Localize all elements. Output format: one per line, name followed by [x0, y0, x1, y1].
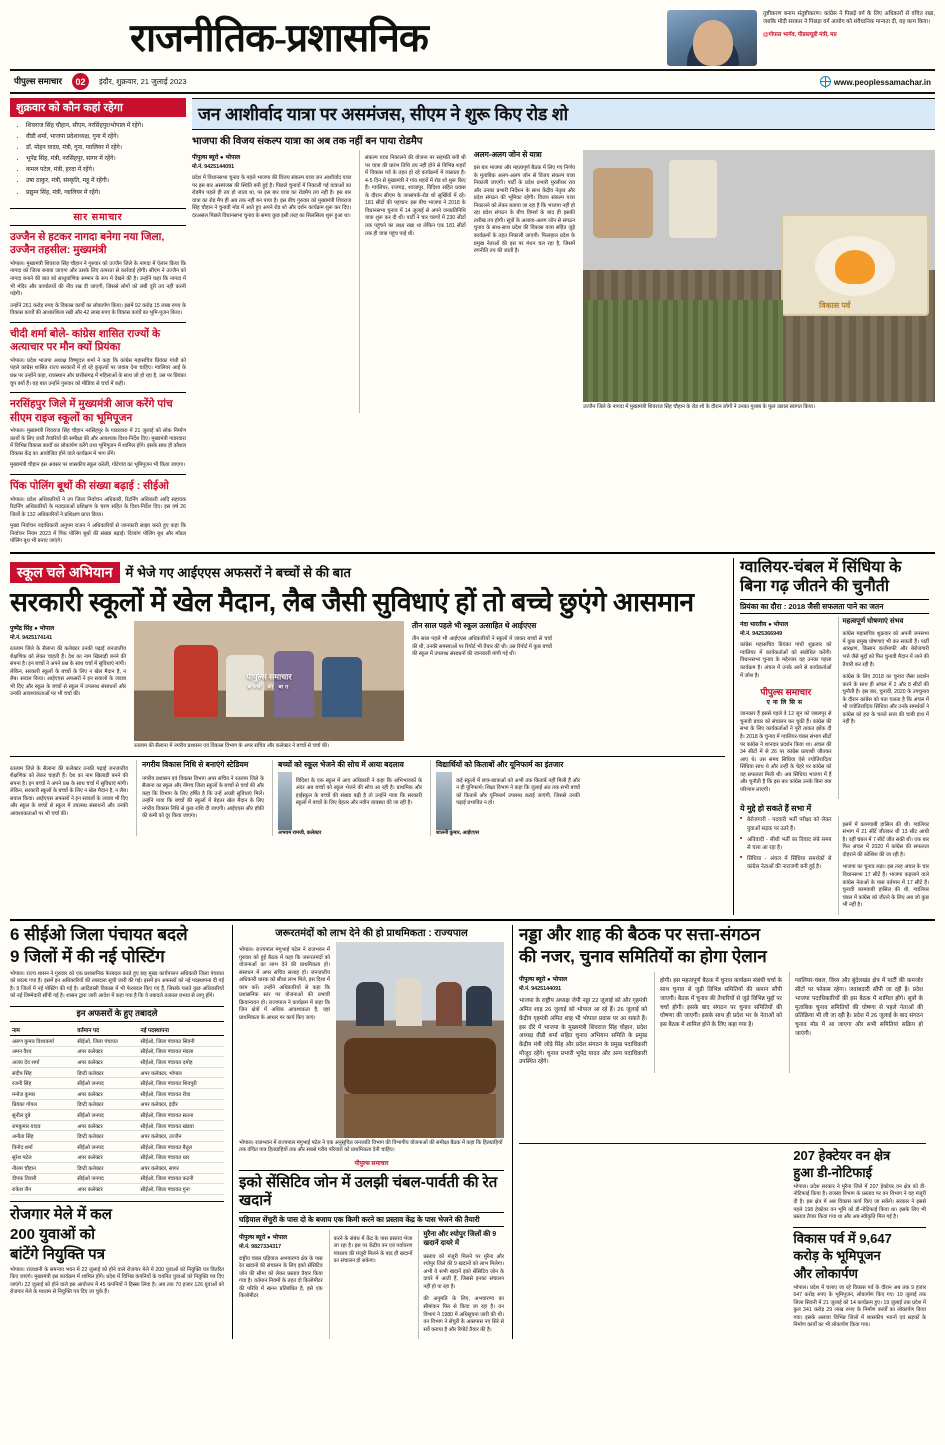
school-col2: तीन साल पहले भी आईएएस अधिकारियों ने स्कूलों में जाकर बच्चों से चर्चा की थी, उनकी समस्याओं पर रिपोर्ट भी तैयार की थी। उस रिपोर्ट में कुछ बच्चों की स्कूल में उपलब्ध संसाधनों की जानकारी मांगी गई थी।: [412, 636, 552, 658]
chambal-col3: प्रस्ताव को मंजूरी मिलने पर मुरैना और श्योपुर जिले की 9 खदानों को लाभ मिलेगा। अभी ये सभी खदानें इको सेंसिटिव जोन के दायरे में आती हैं, जिससे इनका संचालन नहीं हो पा रहा है।: [423, 1253, 504, 1290]
ceo-story: [10, 925, 224, 1339]
rail-item-3-body: भोपाल। प्रदेश अधिकारियों ने उप जिला निर्वाचन अधिकारी, रिटर्निंग अधिकारी आदि सहायक रिटर्निंग अधिकारियों के मतदाताओं प्रशिक्षण के चरण सहित के दिशा-निर्देश दिए। इस वर्ष 26 जिलों के 132 अधिकारियों ने प्रशिक्षण प्राप्त किया।: [10, 496, 186, 518]
top-story-byline: पीपुल्स ब्यूरो ● भोपाल: [192, 155, 241, 161]
table-row: अमन वैश्य अपर कलेक्टर सीईओ, जिला पंचायत मंडला: [10, 1046, 224, 1057]
scindia-byline: नंदा भारतीय ● भोपाल: [740, 622, 789, 629]
table-row: रामकुमार यादव अपर कलेक्टर सीईओ, जिला पंचायत खंडवा: [10, 1120, 224, 1131]
rail-header: शुक्रवार को कौन कहां रहेगा: [10, 98, 186, 117]
table-row: मनोज कुमार अपर कलेक्टर सीईओ, जिला पंचायत रीवा: [10, 1088, 224, 1099]
table-row: अनीता सिंह डिप्टी कलेक्टर अपर कलेक्टर, उज्जैन: [10, 1131, 224, 1142]
governor-photo-caption: भोपाल। राजभवन में राज्यपाल मंगुभाई पटेल ने एक अनुसूचित जनजाति विभाग की विभागीय योजनाओं की समीक्षा बैठक में कहा कि हितग्राहियों तक वंचित पात्र हितग्राहियों तक और सबसे गरीब परिवारों को प्राथमिकता देनी चाहिए।: [239, 1139, 503, 1154]
nadda-story: [512, 925, 926, 1339]
governor-headline[interactable]: जरूरतमंदों को लाभ देने की हो प्राथमिकता : राज्यपाल: [275, 927, 468, 939]
quote-text: तुष्टीकरण बनाम संतुष्टीकरण। कांग्रेस ने पिछड़े वर्ग के लिए अधिकारों से वंचित रखा, जबकि मोदी सरकार ने पिछड़ा वर्ग आयोग को संवैधानिक मान्यता दी, यह काम किया।: [763, 11, 935, 26]
scindia-headline[interactable]: ग्वालियर-चंबल में सिंधिया के बिना गढ़ जीतने की चुनौती: [740, 558, 902, 596]
chambal-col3-head: मुरैना और श्योपुर जिलों की 9 खदानें दायरे में: [423, 1231, 497, 1248]
masthead-quote-block: [667, 6, 935, 66]
top-story-phone: मो.नं. 9425144091: [192, 164, 235, 170]
school-section: [10, 558, 725, 915]
list-item: • उषा ठाकुर, मंत्री, संस्कृति, महू में रहेंगी।: [26, 176, 184, 187]
official-mugshot: [278, 772, 292, 830]
rail-item-1-heading[interactable]: चीदी शर्मा बोले- कांग्रेस शासित राज्यों के अत्याचार पर मौन क्यों प्रियंका: [10, 327, 161, 354]
table-row: रजनी सिंह सीईओ जनपद सीईओ, जिला पंचायत शिवपुरी: [10, 1078, 224, 1089]
top-story: [192, 98, 935, 413]
vikas-headline-1[interactable]: 207 हेक्टेयर वन क्षेत्र: [793, 1147, 891, 1163]
table-row: अरुण कुमार विश्वकर्मा सीईओ, जिला पंचायत सीईओ, जिला पंचायत सिवनी: [10, 1035, 224, 1046]
scindia-point-0: ■ बेरोजगारी - पदवारी भर्ती परीक्षा को लेकर युवाओं सड़क पर उतरे हैं।: [740, 816, 832, 832]
table-row: प्रियंका गोयल डिप्टी कलेक्टर अपर कलेक्टर, इंदौर: [10, 1099, 224, 1110]
sub-block-2-heading[interactable]: विद्यार्थियों को किताबों और यूनिफार्म का इंतजार: [436, 760, 564, 770]
sub-block-0-heading[interactable]: नगरीय विकास निधि से बनाएंगे स्टेडियम: [142, 760, 249, 770]
classroom-photo: [134, 621, 404, 741]
scindia-story: [733, 558, 929, 915]
school-phone: मो.नं. 9425174141: [10, 635, 53, 642]
globe-icon: [820, 76, 831, 87]
table-row: राकेश जैन अपर कलेक्टर सीईओ, जिला पंचायत गुना: [10, 1184, 224, 1195]
chambal-headline[interactable]: इको सेंसिटिव जोन में उलझी चंबल-पार्वती की रेत खदानें: [239, 1174, 498, 1210]
table-row: अजय देव शर्मा अपर कलेक्टर सीईओ, जिला पंचायत दमोह: [10, 1057, 224, 1068]
analysis-logo: पीपुल्स समाचार एनालिसिस: [760, 687, 812, 707]
ceo-headline-2[interactable]: 9 जिलों में की नई पोस्टिंग: [10, 947, 165, 967]
ceo-headline-1[interactable]: 6 सीईओ जिला पंचायत बदले: [10, 924, 188, 944]
rail-item-3-heading[interactable]: पिंक पोलिंग बूथों की संख्या बढ़ाई : सीईओ: [10, 480, 169, 492]
sub-block-1-heading[interactable]: बच्चों को स्कूल भेजने की सोच में आया बदलाव: [278, 760, 404, 770]
scindia-body5: इसमें में कामयाबी हासिल की थी। ग्वालियर संभाग में 21 सीटें जीतकर थी 13 सीट आधी है। वहीं चंबल में 7 सीटें जीत सकी थी। एक बार फिर अंचल में 2020 में कांग्रेस की सफलता दोहराने की कोशिश की जा रही है।: [842, 821, 929, 858]
raj-bhavan-photo: [336, 942, 504, 1138]
col-name: नाम: [10, 1025, 75, 1036]
school-band: [10, 562, 725, 583]
scindia-body1: कांग्रेस महासचिव प्रियंका गांधी शुक्रवार को ग्वालियर में कार्यकर्ताओं को संबोधित करेंगी। विधानसभा चुनाव के मद्देनजर यह उनका पहला कार्यक्रम है। अंचल में उनके आने से कार्यकर्ताओं में जोश है।: [740, 642, 832, 679]
table-row: संदीप सिंह डिप्टी कलेक्टर अपर कलेक्टर, भोपाल: [10, 1067, 224, 1078]
school-band-rest: में भेजे गए आईएएस अफसरों ने बच्चों से की बात: [125, 565, 351, 581]
rail-item-3-body2: मुख्य निर्वाचन पदाधिकारी अनुपम राजन ने अधिकारियों से जानकारी साझा करते हुए कहा कि निर्वाचन नियम 2023 में पिंक पोलिंग बूथों की संख्या बढ़ाई। दिव्यांग पोलिंग बूथ और मॉडल पोलिंग बूथ भी बनाए जाएंगे।: [10, 523, 186, 545]
website-url: www.peoplessamachar.in: [833, 78, 931, 87]
scindia-phone: मो.नं. 9425366949: [740, 631, 783, 638]
scindia-point-2: ■ सिंधिया - अंचल में सिंधिया समर्थकों से कांग्रेस नेताओं की नाराजगी बनी हुई है।: [740, 855, 832, 871]
sub-block-2-credit: शालनी कुमार, आईएएस: [436, 830, 479, 837]
left-rail: [10, 98, 186, 550]
table-row: सुरेश पटेल अपर कलेक्टर सीईओ, जिला पंचायत धार: [10, 1152, 224, 1163]
nadda-byline: पीपुल्स ब्यूरो ● भोपाल: [519, 976, 568, 983]
top-story-col1: प्रदेश में विधानसभा चुनाव के पहले भाजपा की विजय संकल्प यात्रा जन आशीर्वाद यात्रा पर इस बार असमंजस की स्थिति बनी हुई है। पिछले चुनावों में निकाली गई यात्राओं का रोडमैप पहले ही तय हो जाता था, पर इस बार यात्रा का रोडमैप तय नहीं है। इस बार यात्रा का रोड मैप ही अब तक नहीं बन पाया है। इस बीच गुरुवार को मुख्यमंत्री शिवराज सिंह चौहान ने चुनावी मोड में आते हुए अपने रोड शो और दर्शन कार्यक्रम शुरू कर दिए। दरअसल पिछले विधानसभा चुनाव के समय कुछ इसी तरह का सिलसिला शुरू हुआ था।: [192, 175, 352, 219]
scindia-body3: कांग्रेस महासचिव शुक्रवार को अपनी जनसभा में कुछ प्रमुख घोषणाएं भी कर सकती हैं। पार्टी आरक्षण, किसान कर्जमाफी और बेरोजगारी भत्ते जैसे मुद्दों को फिर चुनावी मैदान में लाने की तैयारी कर रही है।: [842, 631, 929, 668]
vikas2-headline-2[interactable]: करोड़ के भूमिपूजन: [793, 1248, 881, 1264]
nadda-col3: ग्वालियर-चंबल, विंध्य और बुंदेलखंड क्षेत्र में पार्टी की कमजोर सीटों पर फोकस रहेगा। जवाबदारी सौंपी जा रही है। प्रदेश भाजपा पदाधिकारियों की इस बैठक में शामिल होंगे। सूत्रों के मुताबिक चुनाव समितियों की घोषणा से पहले नेताओं की प्रतिक्रिया भी ली जा रही है। प्रदेश में 26 जुलाई के बाद संगठन चुनाव मोड में आ जाएगा और सभी समितियां सक्रिय हो जाएंगी।: [795, 978, 923, 1037]
chambal-col2: करने के संबंध में केंद्र के पास प्रस्ताव भेजा जा रहा है। इस पर केंद्रीय वन एवं पर्यावरण मंत्रालय की मंजूरी मिलने के बाद ही खदानों का संचालन हो सकेगा।: [333, 1235, 413, 1265]
website-link[interactable]: [820, 76, 931, 87]
rail-item-0-body2: उन्होंने 261 करोड़ रुपए के विकास कार्यों का लोकार्पण किया। इसमें 92 करोड़ 15 लाख रुपए के विकास कार्यों की आधारशिला रखी और 42 लाख रुपए के विकास कार्यों का भूमि-पूजन किया।: [10, 302, 186, 317]
nadda-col1: भाजपा के राष्ट्रीय अध्यक्ष जेपी नड्डा 22 जुलाई को और गृहमंत्री अमित शाह 26 जुलाई को भोपाल आ रहे हैं। 26 जुलाई को केंद्रीय गृहमंत्री अमित शाह भी भोपाल प्रवास पर आ सकते हैं। इस दौरे में भाजपा के मुख्यमंत्री शिवराज सिंह चौहान, प्रदेश अध्यक्ष वीडी शर्मा सहित चुनाव अभियान समिति के प्रमुख केंद्रीय मंत्री जोड़े सिंह और प्रदेश संगठन के प्रमुख पदाधिकारी मौजूद रहेंगे। चुनाव प्रभारी भूपेंद्र यादव और अन्य पदाधिकारी उपस्थित रहेंगे।: [519, 998, 647, 1066]
ps-inline-logo: पीपुल्स समाचार: [354, 1161, 389, 1168]
top-story-col2: संकल्प यात्रा निकालने की योजना पर सहमति बनी थी पर यात्रा की प्रारंभ तिथि तय नहीं होने से विभिन्न शहरों में विकास पर्व के तहत हो रहे कार्यक्रमों में व्यस्तता है। 4-5 दिन से मुख्यमंत्री ने गांव शहरों में रोड शो शुरू किए हैं। ग्वालियर, राजगढ़, शाजापुर, विदिशा सहित प्रवास के दौरान सीएम के जनसंपर्क-रोड शो सुर्खियों में रहे। 181 सीटों की पहचान: इस बीच भाजपा ने 2018 के विधानसभा चुनाव में 14 जुलाई से अपने जनप्रतिनिधि यात्रा शुरू कर दी थी। पार्टी ने चार चरणों में 230 सीटों तक पहुंचने का लक्ष्य रखा था लेकिन एक 181 सीटों तक ही यात्रा पहुंच पाई थी।: [365, 155, 466, 237]
list-item: • प्रद्युम्न सिंह, मंत्री, ग्वालियर में रहेंगे।: [26, 188, 184, 199]
rail-item-2-heading[interactable]: नरसिंहपुर जिले में मुख्यमंत्री आज करेंगे पांच सीएम राइज स्कूलों का भूमिपूजन: [10, 398, 173, 424]
school-byline: पुष्पेंद्र सिंह ● भोपाल: [10, 626, 55, 633]
transfers-table: [10, 1025, 224, 1195]
scindia-sub: प्रियंका का दौरा : 2018 जैसी सफलता पाने का जतन: [740, 599, 929, 614]
nadda-headline-2[interactable]: की नजर, चुनाव समितियों का होगा ऐलान: [519, 947, 767, 967]
ceo-body: भोपाल। राज्य शासन ने गुरुवार को एक प्रशासनिक फेरबदल करते हुए छह मुख्य कार्यपालन अधिकारी जिला पंचायत को बदला गया है। इसमें इन अधिकारियों की तबादला सूची जारी की गई। इसमें इन अफसरों को नई पदस्थापना दी गई है। 9 जिलों में नई पोस्टिंग की गई है। आदिवासी विकास में भी फेरबदल किए गए हैं, जिसके चलते कुछ अधिकारियों को नई जिम्मेदारी सौंपी गई है। शासन द्वारा जारी आदेश में कहा गया है कि ये तबादले तत्काल प्रभाव से लागू होंगे।: [10, 970, 224, 1000]
rozgar-body: भोपाल। राजधानी के समन्वय भवन में 22 जुलाई को होने वाले रोजगार मेले में 200 युवाओं को नियुक्ति पत्र वितरित किए जाएंगे। मुख्यमंत्री इस कार्यक्रम में शामिल होंगे। प्रदेश में विभिन्न कंपनियों के चयनित युवाओं को नियुक्ति पत्र दिए जाएंगे। 22 जुलाई को होने वाले इस आयोजन में 45 कंपनियों ने हिस्सा लिया है। अब तक 70 हजार 126 युवाओं को रोजगार मेले के माध्यम से नियुक्ति पत्र दिए जा चुके हैं।: [10, 1266, 224, 1296]
masthead: [10, 6, 935, 66]
top-story-band: [192, 98, 935, 130]
school-col2-head: तीन साल पहले भी स्कूल उत्साहित थे आईएएस: [412, 621, 537, 631]
rail-item-1-body: भोपाल। प्रदेश भाजपा अध्यक्ष विष्णुदत्त शर्मा ने कहा कि कांग्रेस महासचिव प्रियंका गांधी को पहले कांग्रेस शासित राज्य सरकारों में हो रहे कुकृत्यों पर जवाब देना चाहिए। ग्वालियर आई के प्रश्न पर उन्होंने कहा, राजस्थान और छत्तीसगढ़ में महिलाओं के साथ जो हो रहा है, उस पर प्रियंका चुप क्यों हैं। यह बात उन्होंने गुरुवार को मीडिया से चर्चा में कही।: [10, 357, 186, 387]
vikas2-headline-3[interactable]: और लोकार्पण: [793, 1265, 858, 1281]
folio-bar: [10, 69, 935, 94]
nadda-headline-1[interactable]: नड्डा और शाह की बैठक पर सत्ता-संगठन: [519, 924, 761, 944]
nadda-phone: मो.नं. 9425144091: [519, 985, 562, 992]
list-item: • भूपेंद्र सिंह, मंत्री, नरसिंहपुर, सागर में रहेंगे।: [26, 154, 184, 165]
sub-block-1-credit: अभयम रामजी, कलेक्टर: [278, 830, 322, 837]
list-item: • वीडी शर्मा, भाजपा प्रदेशाध्यक्ष, गुना में रहेंगे।: [26, 132, 184, 143]
chambal-col4: की अनुमति के लिए, अभयारण्य का सीमांकन फिर से किया जा रहा है। वन विभाग ने 1980 में अधिसूचना जारी की थी। वन विभाग ने सेंचुरी के आसपास नए सिरे से सर्वे कराया है और रिपोर्ट तैयार की है।: [423, 1296, 504, 1333]
vikas-body2: भोपाल। प्रदेश में चलाए जा रहे विकास पर्व के दौरान अब तक 9 हजार 647 करोड़ रुपए के भूमिपूजन, लोकार्पण किए गए। 19 जुलाई तक जिला सिवनी में 21 जुलाई को 14 कार्यक्रम हुए। 19 जुलाई तक प्रदेश में कुल 341 करोड़ 29 लाख रुपए के निर्माण कार्यों का लोकार्पण किया गया। इसके अलावा विभिन्न जिलों में शासकीय भवनों एवं सड़कों के निर्माण कार्यों का भी लोकार्पण किया गया।: [793, 1284, 926, 1329]
school-col1-cont: रतलाम जिले के सैलाना की कलेक्टर उनकी पढ़ाई जनजातीय शैक्षणिक को लेकर चाहती हैं। देश का नाम खिलाड़ी बनने की सपना है। इन बच्चों ने अपने प्रश्न के साथ चर्चा में सुविधाएं मांगी। लेकिन, सरकारी स्कूलों के बच्चों के लिए न खेल मैदान है, न लैब। सवाल किया। आईएएस अफसरों ने इन सवालों के जवाब भी दिए और स्कूल के बच्चों से स्कूल में उपलब्ध संसाधनों और उनकी आवश्यकताओं पर भी चर्चा की।: [10, 765, 128, 817]
chambal-col1: राष्ट्रीय चंबल घड़ियाल अभयारण्य क्षेत्र के पास रेत खदानों की संचालन के लिए इको सेंसिटिव जोन की सीमा को लेकर प्रस्ताव तैयार किया गया है। वर्तमान नियमों के तहत दो किलोमीटर की परिधि में खनन प्रतिबंधित है, इसे एक किलोमीटर: [239, 1255, 323, 1300]
chambal-sub: घड़ियाल सेंचुरी के पास दो के बजाय एक किमी करने का प्रस्ताव केंद्र के पास भेजने की तैयारी: [239, 1212, 504, 1227]
list-item: • डॉ. मोहन यादव, मंत्री, गुना, ग्वालियर में रहेंगे।: [26, 143, 184, 154]
scindia-point-1: ■ अविवादी - सीधी भर्ती का विवाद लंबे समय से चला आ रहा है।: [740, 836, 832, 852]
section-title-saar: सार समाचार: [10, 208, 186, 226]
top-story-subhead: भाजपा की विजय संकल्प यात्रा का अब तक नहीं बन पाया रोडमैप: [192, 136, 423, 147]
rozgar-headline-1[interactable]: रोजगार मेले में कल: [10, 1205, 112, 1223]
table-header-row: [10, 1025, 224, 1036]
quote-byline: @गोपाल भार्गव, पीडब्ल्यूडी मंत्री, मप्र: [763, 31, 837, 38]
table-row: नीलम चौहान डिप्टी कलेक्टर अपर कलेक्टर, सागर: [10, 1163, 224, 1174]
school-col1: रतलाम जिले के सैलाना की कलेक्टर उनकी पढ़ाई जनजातीय शैक्षणिक को लेकर चाहती हैं। देश का नाम खिलाड़ी बनने की सपना है। इन बच्चों ने अपने प्रश्न के साथ चर्चा में सुविधाएं मांगी। लेकिन, सरकारी स्कूलों के बच्चों के लिए न खेल मैदान है, न लैब। सवाल किया। आईएएस अफसरों ने इन सवालों के जवाब भी दिए और स्कूल के बच्चों से स्कूल में उपलब्ध संसाधनों और उनकी आवश्यकताओं पर भी चर्चा की।: [10, 646, 126, 698]
table-row: सुनील दुबे सीईओ जनपद सीईओ, जिला पंचायत सतना: [10, 1110, 224, 1121]
rozgar-headline-3[interactable]: बांटेंगे नियुक्ति पत्र: [10, 1245, 105, 1263]
scindia-sub-head2: महत्वपूर्ण घोषणाएं संभव: [842, 618, 904, 626]
top-story-col3-head: अलग-अलग जोन से यात्रा: [473, 150, 542, 159]
list-item: • शिवराज सिंह चौहान, सीएम, नरसिंहपुर/भोपाल में रहेंगे।: [26, 121, 184, 132]
rail-item-2-body: भोपाल। मुख्यमंत्री शिवराज सिंह चौहान नरसिंहपुर के गाडरवारा में 21 जुलाई को लोक निर्माण कार्यों के लिए जारी तैयारियों की समीक्षा की और आवश्यक दिशा-निर्देश दिए। मुख्यमंत्री गाडरवारा में विभिन्न विकास कार्यों का लोकार्पण करेंगे तथा भूमिपूजन में शामिल होंगे। इसके साथ ही कौशल विकास केंद्र का आयोजित होने वाले कार्यक्रम में भाग लेंगे।: [10, 428, 186, 457]
scindia-body2: जानकार हैं इससे पहले वे 12 जून को जबलपुर से चुनावी प्रचार को संचालन कर चुकी हैं। कांग्रेस की सभा के लिए कार्यकर्ताओं ने पूरी ताकत झोंक दी है। 2018 के चुनाव में ग्वालियर-चंबल संभाग सीटों पर कांग्रेस ने शानदार प्रदर्शन किया था। अंचल की 34 सीटों में से 26 पर कांग्रेस प्रत्याशी जीतकर आए थे। उस समय सिंधिया ऐसे ज्योतिरादित्य सिंधिया साथ थे और उन्हीं के चेहरे पर कांग्रेस को यह सफलता मिली थी। अब सिंधिया भाजपा में हैं और चुनौती है कि इस बार कांग्रेस उनके बिना क्या परिणाम लाएगी।: [740, 711, 832, 793]
rally-photo: विकास पर्व: [583, 150, 935, 402]
rozgar-headline-2[interactable]: 200 युवाओं को: [10, 1225, 96, 1243]
governor-body: भोपाल। राज्यपाल मंगुभाई पटेल ने राजभवन में गुरुवार को हुई बैठक में कहा कि जरूरतमंदों को योजनाओं का लाभ देने की प्राथमिकता हो। संसाधन में अपर सचिव सलाह हो। जनजातीय अधिकारी धारक को सीधा लाभ मिले, इस दिशा में काम करें। उन्होंने अधिकारियों से कहा कि प्रशासनिक स्तर पर योजनाओं की प्रभावी क्रियान्वयन हो। राज्यपाल ने कार्यक्रम में कहा कि जिन क्षेत्रों में अधिक आवश्यकता है, वहां प्राथमिकता के आधार पर कार्य किए जाएं।: [239, 947, 330, 1021]
sub-block-0-body: नगरीय प्रशासन एवं विकास विभाग अपर सचिव ने रतलाम जिले के सैलाना का स्कूल और नीमच जिला स्कूलों के बच्चों से चर्चा की और कहा कि विभाग के लिए हर्षित है कि उन्हें अच्छी सुविधाएं मिलें। उन्होंने पाया कि बच्चों की स्कूलों में बेहतर खेल मैदान के लिए नगरीय विकास निधि से कुछ राशि दी जाएगी। आईएएस और हॉकी की कमी को दूर किया जाएगा।: [142, 775, 264, 820]
page-number-badge: 02: [72, 73, 89, 90]
ceo-table-head: इन अफसरों के हुए तबादले: [10, 1006, 224, 1022]
top-story-headline[interactable]: जन आशीर्वाद यात्रा पर असमंजस, सीएम ने शुरू किए रोड शो: [198, 104, 568, 124]
official-mugshot-2: [436, 772, 452, 830]
rail-item-2-body2: मुख्यमंत्री चौहान इस अवसर पर शासकीय स्कूल करेली, गोटेगांव का भूमिपूजन भी किया जाएगा।: [10, 462, 186, 469]
vikas2-headline-1[interactable]: विकास पर्व में 9,647: [793, 1230, 892, 1246]
vikas-body: भोपाल। प्रदेश सरकार ने मुरैना जिले में 207 हेक्टेयर वन क्षेत्र को डी-नोटिफाई किया है। राजस्व विभाग के प्रस्ताव पर वन विभाग ने यह मंजूरी दी है। इस क्षेत्र में अब विकास कार्य किए जा सकेंगे। सरकार ने इससे पहले 198 हेक्टेयर वन भूमि को डी-नोटिफाई किया था। इसके लिए भी प्रस्ताव तैयार किया गया था और अब स्वीकृति मिल गई है।: [793, 1183, 926, 1221]
rail-item-0-heading[interactable]: उज्जैन से हटकर नागदा बनेगा नया जिला, उज्जैन तहसील: मुख्यमंत्री: [10, 230, 165, 257]
rally-photo-caption: उज्जैन जिले के नागदा में मुख्यमंत्री शिवराज सिंह चौहान के रोड शो के दौरान लोगों ने उनका गुलाब के फूल उछाल स्वागत किया।: [583, 404, 815, 410]
list-item: • कमल पटेल, मंत्री, हरदा में रहेंगे।: [26, 165, 184, 176]
col-current: वर्तमान पद: [75, 1025, 138, 1036]
classroom-photo-caption: रतलाम की सैलाना में नगरीय प्रशासन एवं विकास विभाग के अपर सचिव और कलेक्टर ने बच्चों से चर्चा की।: [134, 743, 330, 750]
scindia-body4: कांग्रेस के लिए 2018 का चुनाव जैसा प्रदर्शन करने के साथ ही अंचल में 2 और 8 सीटों की चुनौती है। इस बार, चुनावी, 2020 के उपचुनाव के दौरान कांग्रेस को पता चलता है कि अंचल में भी ज्योतिरादित्य सिंधिया और उनके समर्थकों ने कांग्रेस को हरा के चलते सत्ता की चाबी हाथ में नहीं है।: [842, 674, 929, 726]
schedule-list: [10, 117, 186, 203]
publication-name: पीपुल्स समाचार: [14, 76, 63, 86]
table-row: विनोद शर्मा सीईओ जनपद सीईओ, जिला पंचायत बैतूल: [10, 1141, 224, 1152]
governor-story: [232, 925, 504, 1339]
school-chip: स्कूल चले अभियान: [10, 562, 120, 583]
watermark: पीपुल्स समाचार बच्चों की बात: [246, 672, 292, 691]
vikas-headline-2[interactable]: हुआ डी-नोटिफाई: [793, 1165, 873, 1181]
page-title: राजनीतिक-प्रशासनिक: [130, 17, 428, 60]
table-row: दीपक तिवारी सीईओ जनपद सीईओ, जिला पंचायत कटनी: [10, 1173, 224, 1184]
sub-block-2-body: कई स्कूलों में छात्र-छात्राओं को अभी तक किताबें नहीं मिली हैं और न ही यूनिफार्म। शिक्षा विभाग ने कहा कि जुलाई अंत तक सभी बच्चों को किताबें और यूनिफार्म उपलब्ध कराई जाएंगी, जिससे उनकी पढ़ाई प्रभावित न हो।: [456, 777, 580, 807]
chambal-byline: पीपुल्स ब्यूरो ● भोपाल: [239, 1235, 288, 1242]
col-new: नई पदस्थापना: [139, 1025, 224, 1036]
chambal-phone: मो.नं. 9827334317: [239, 1244, 282, 1251]
sub-block-1-body: विदिशा के एक स्कूल में आए अधिकारी ने कहा कि अभिभावकों के अंदर अब बच्चों को स्कूल भेजने की सोच आ रही है। प्राथमिक और हाईस्कूल के बच्चों की संख्या बढ़ी है तो उन्होंने पाया कि सरकारी स्कूलों में बच्चों के लिए बेहतर और नवीन व्यवस्था की जा रही है।: [295, 777, 422, 807]
nadda-col2: होगी। इस महत्वपूर्ण बैठक में चुनाव कार्यक्रम संबंधी चर्चा के साथ चुनाव से जुड़ी विभिन्न समितियों की कमान सौंपी जाएगी। बैठक में चुनाव की तैयारियों से जुड़े विभिन्न मुद्दों पर चर्चा होगी। इसके बाद संगठन पर चुनाव समितियों की घोषणा की जाएगी। इसके साथ ही प्रदेश भर के नेताओं को इस बैठक में शामिल होने के लिए कहा गया है।: [660, 978, 782, 1028]
scindia-points-head: ये मुद्दे हो सकते हैं सभा में: [740, 804, 812, 814]
school-headline[interactable]: सरकारी स्कूलों में खेल मैदान, लैब जैसी सुविधाएं हों तो बच्चे छुएंगे आसमान: [10, 586, 694, 617]
edition-date: इंदौर, शुक्रवार, 21 जुलाई 2023: [99, 76, 187, 86]
top-story-col3: इस बार भाजपा और महत्वपूर्ण बैठक में लिए गए निर्णय के मुताबिक अलग-अलग जोन से विजय संकल्प यात्रा निकाली जाएगी। पार्टी के प्रदेश प्रभारी मुरलीधर राव और उनका प्रभारी निर्देशन के साथ केंद्रीय नेतृत्व और प्रदेश संगठन की भूमिका रहेगी। विजय संकल्प यात्रा निकालने को लेकर बताया जा रहा है कि भाजपा नहीं हो रहा प्रदेश संगठन के बीच विमर्श के बाद ही इसकी तारीख तय होगी। सूत्रों के अलावा-अलग जोन से संगठन चुनाव के साथ-साथ प्रदेश की विकास यात्रा सहित जुड़े कार्यक्रमों के तहत निकाली जाएगी। फिलहाल प्रदेश के प्रमुख नेताओं की इस पर मंथन चल रहा है, जिसमें रणनीति तय की जाती है।: [473, 165, 575, 255]
scindia-body6: भाजपा का चुनाव लड़ा। इस तरह अंचल के चार विधानसभा 17 सीटें हैं। भाजपा कहलाने वाले कांग्रेस नेताओं के पास वर्तमान में 17 सीटें हैं। चुनावी कामयाबी हासिल की थी, ग्वालियर चंबल में कांग्रेस को जीतने के लिए अब जो कुछ भी नहीं है।: [842, 864, 929, 909]
rail-item-0-body: भोपाल। मुख्यमंत्री शिवराज सिंह चौहान ने गुरुवार को उज्जैन जिले के नागदा में ऐलान किया कि नागदा को जिला बनाया जाएगा और उसके लिए तत्परता से कार्रवाई होगी। सीएम ने उज्जैन को नागदा बनाने की बात को साधुवाणिक सम्मान के रूप में देखने की है। उन्होंने कहा कि नागदा में भी मंदिर और कार्यालयों की नींव रख दी जाएगी, जिससे लोगों को लंबी दूरी तय नहीं करनी पड़ेगी।: [10, 260, 186, 298]
politician-photo: [667, 10, 757, 66]
